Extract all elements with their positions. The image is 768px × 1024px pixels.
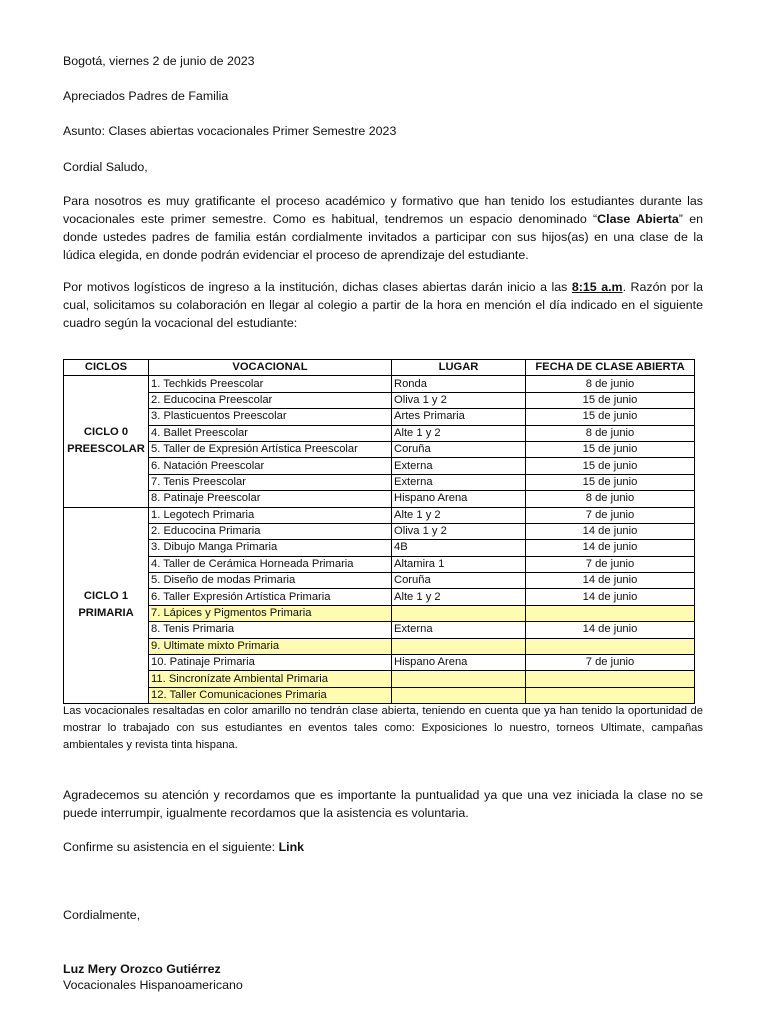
- lugar-cell: Alte 1 y 2: [392, 589, 526, 605]
- table-row: [64, 671, 695, 687]
- signer-name: Luz Mery Orozco Gutiérrez: [63, 962, 221, 976]
- fecha-cell: [526, 605, 695, 621]
- confirm-link[interactable]: Link: [278, 840, 305, 854]
- table-row: [64, 655, 695, 671]
- lugar-cell: [392, 638, 526, 654]
- letter-salutation: Cordial Saludo,: [63, 160, 148, 174]
- fecha-cell: 14 de junio: [526, 589, 695, 605]
- lugar-cell: Altamira 1: [392, 556, 526, 572]
- fecha-cell: 14 de junio: [526, 573, 695, 589]
- table-row: [64, 622, 695, 638]
- lugar-cell: Oliva 1 y 2: [392, 523, 526, 539]
- logistics-text-2: . Razón por la cual, solicitamos su colaboración en llegar al colegio a partir de la hora en mención el día indicado en el siguiente cuadro según la vocacional del estudiante:: [63, 280, 704, 330]
- table-row: [64, 507, 695, 523]
- fecha-cell: 14 de junio: [526, 622, 695, 638]
- fecha-cell: [526, 687, 695, 703]
- fecha-cell: [526, 638, 695, 654]
- fecha-cell: 8 de junio: [526, 491, 695, 507]
- fecha-cell: 14 de junio: [526, 523, 695, 539]
- lugar-cell: Externa: [392, 474, 526, 490]
- vocacional-cell: 10. Patinaje Primaria: [149, 655, 392, 671]
- fecha-cell: 15 de junio: [526, 441, 695, 457]
- lugar-cell: Alte 1 y 2: [392, 507, 526, 523]
- closing-word: Cordialmente,: [63, 908, 141, 922]
- table-row: [64, 458, 695, 474]
- table-row: [64, 491, 695, 507]
- intro-bold-clase-abierta: Clase Abierta: [597, 212, 679, 226]
- lugar-cell: Coruña: [392, 573, 526, 589]
- vocacional-cell: 3. Plasticuentos Preescolar: [149, 409, 392, 425]
- vocacional-cell: 7. Tenis Preescolar: [149, 474, 392, 490]
- vocacional-cell: 5. Diseño de modas Primaria: [149, 573, 392, 589]
- vocacional-cell: 7. Lápices y Pigmentos Primaria: [149, 605, 392, 621]
- vocacional-cell: 2. Educocina Preescolar: [149, 392, 392, 408]
- signer-title: Vocacionales Hispanoamericano: [63, 978, 243, 992]
- lugar-cell: Hispano Arena: [392, 655, 526, 671]
- table-note: Las vocacionales resaltadas en color amarillo no tendrán clase abierta, teniendo en cuenta que ya han tenido la oportunidad de mostrar lo trabajado con sus estudiantes en eventos tales como: Exposiciones lo nuestro, torneos Ultimate, campañas ambientales y revista tinta hispana.: [63, 705, 703, 751]
- vocacional-cell: 9. Ultimate mixto Primaria: [149, 638, 392, 654]
- vocacional-cell: 12. Taller Comunicaciones Primaria: [149, 687, 392, 703]
- lugar-cell: Coruña: [392, 441, 526, 457]
- vocacional-cell: 3. Dibujo Manga Primaria: [149, 540, 392, 556]
- ciclo-cell: CICLO 0 PREESCOLAR: [64, 376, 149, 507]
- vocacional-cell: 5. Taller de Expresión Artística Preescolar: [149, 441, 392, 457]
- fecha-cell: 7 de junio: [526, 507, 695, 523]
- table-row: [64, 441, 695, 457]
- fecha-cell: 8 de junio: [526, 376, 695, 392]
- intro-paragraph: [63, 192, 703, 264]
- fecha-cell: 14 de junio: [526, 540, 695, 556]
- letter-greeting: Apreciados Padres de Familia: [63, 89, 229, 103]
- fecha-cell: [526, 671, 695, 687]
- lugar-cell: Ronda: [392, 376, 526, 392]
- vocacional-cell: 1. Techkids Preescolar: [149, 376, 392, 392]
- vocacional-cell: 6. Taller Expresión Artística Primaria: [149, 589, 392, 605]
- table-header-row: [64, 360, 695, 376]
- fecha-cell: 15 de junio: [526, 392, 695, 408]
- table-row: [64, 573, 695, 589]
- vocacional-cell: 11. Sincronízate Ambiental Primaria: [149, 671, 392, 687]
- start-time: 8:15 a.m: [571, 280, 623, 294]
- confirm-line: [63, 838, 304, 856]
- vocacional-cell: 8. Patinaje Preescolar: [149, 491, 392, 507]
- fecha-cell: 15 de junio: [526, 474, 695, 490]
- vocacional-cell: 1. Legotech Primaria: [149, 507, 392, 523]
- lugar-cell: [392, 687, 526, 703]
- header-vocacional: VOCACIONAL: [149, 360, 392, 376]
- lugar-cell: Alte 1 y 2: [392, 425, 526, 441]
- logistics-paragraph: [63, 278, 703, 332]
- table-row: [64, 409, 695, 425]
- table-row: [64, 474, 695, 490]
- vocacional-cell: 8. Tenis Primaria: [149, 622, 392, 638]
- lugar-cell: Artes Primaria: [392, 409, 526, 425]
- fecha-cell: 7 de junio: [526, 556, 695, 572]
- header-ciclos: CICLOS: [64, 360, 149, 376]
- table-row: [64, 376, 695, 392]
- lugar-cell: Externa: [392, 458, 526, 474]
- table-row: [64, 556, 695, 572]
- table-row: [64, 589, 695, 605]
- table-body: [64, 376, 695, 704]
- lugar-cell: Externa: [392, 622, 526, 638]
- intro-text-1: Para nosotros es muy gratificante el proceso académico y formativo que han tenido los estudiantes durante las vocacionales este primer semestre. Como es habitual, tendremos un espacio denominado “: [63, 194, 703, 226]
- vocacional-cell: 6. Natación Preescolar: [149, 458, 392, 474]
- closing-paragraph: Agradecemos su atención y recordamos que es importante la puntualidad ya que una vez iniciada la clase no se puede interrumpir, igualmente recordamos que la asistencia es voluntaria.: [63, 788, 703, 820]
- table-row: [64, 392, 695, 408]
- table-row: [64, 687, 695, 703]
- table-row: [64, 425, 695, 441]
- table-row: [64, 605, 695, 621]
- table-row: [64, 638, 695, 654]
- fecha-cell: 8 de junio: [526, 425, 695, 441]
- letter-date: Bogotá, viernes 2 de junio de 2023: [63, 54, 255, 68]
- intro-text-2: ” en donde ustedes padres de familia están cordialmente invitados a participar con sus hijos(as) en una clase de la lúdica elegida, en donde podrán evidenciar el proceso de aprendizaje del estudiante.: [63, 212, 703, 262]
- vocacional-cell: 4. Ballet Preescolar: [149, 425, 392, 441]
- lugar-cell: 4B: [392, 540, 526, 556]
- lugar-cell: [392, 605, 526, 621]
- fecha-cell: 7 de junio: [526, 655, 695, 671]
- lugar-cell: Hispano Arena: [392, 491, 526, 507]
- lugar-cell: Oliva 1 y 2: [392, 392, 526, 408]
- header-fecha: FECHA DE CLASE ABIERTA: [526, 360, 695, 376]
- vocacional-cell: 2. Educocina Primaria: [149, 523, 392, 539]
- logistics-text-1: Por motivos logísticos de ingreso a la institución, dichas clases abiertas darán inicio a las: [63, 280, 572, 294]
- letter-subject: Asunto: Clases abiertas vocacionales Primer Semestre 2023: [63, 124, 397, 138]
- fecha-cell: 15 de junio: [526, 458, 695, 474]
- fecha-cell: 15 de junio: [526, 409, 695, 425]
- vocacional-cell: 4. Taller de Cerámica Horneada Primaria: [149, 556, 392, 572]
- table-row: [64, 540, 695, 556]
- ciclo-cell: CICLO 1 PRIMARIA: [64, 507, 149, 704]
- confirm-text: Confirme su asistencia en el siguiente:: [63, 840, 279, 854]
- table-row: [64, 523, 695, 539]
- lugar-cell: [392, 671, 526, 687]
- schedule-table: [63, 359, 695, 704]
- header-lugar: LUGAR: [392, 360, 526, 376]
